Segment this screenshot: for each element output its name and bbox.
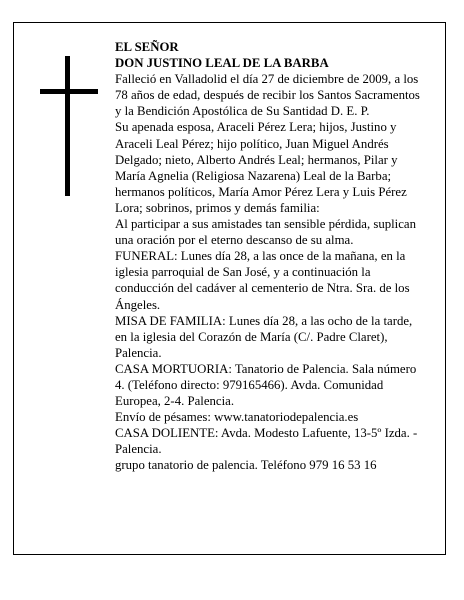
funeral-group-phone: grupo tanatorio de palencia. Teléfono 979 16 53 16 xyxy=(115,458,377,473)
family-mass-info: MISA DE FAMILIA: Lunes día 28, a las ocho de la tarde, en la iglesia del Corazón de María (C/. Padre Claret), Palencia. xyxy=(115,313,413,360)
cross-icon xyxy=(40,56,98,196)
family-list: Su apenada esposa, Araceli Pérez Lera; hijos, Justino y Araceli Leal Pérez; hijo político, Juan Miguel Andrés Delgado; nieto, Alberto Andrés Leal; hermanos, Pilar y María Agnelia (Religiosa Nazarena) Leal de la Barba; hermanos políticos, María Amor Pérez Lera y Luis Pérez Lora; sobrinos, primos y demás familia: xyxy=(115,120,407,215)
funeral-home-info: CASA MORTUORIA: Tanatorio de Palencia. Sala número 4. (Teléfono directo: 979165466). Avda. Comunidad Europea, 2-4. Palencia. xyxy=(115,361,417,409)
prayer-request: Al participar a sus amistades tan sensible pérdida, suplican una oración por el eterno descanso de su alma. xyxy=(115,217,416,248)
cross-horizontal-bar xyxy=(40,89,98,94)
deceased-name: DON JUSTINO LEAL DE LA BARBA xyxy=(115,56,329,71)
family-home-address: CASA DOLIENTE: Avda. Modesto Lafuente, 13-5º Izda. - Palencia. xyxy=(115,426,418,457)
death-announcement: Falleció en Valladolid el día 27 de diciembre de 2009, a los 78 años de edad, después de recibir los Santos Sacramentos y la Bendición Apostólica de Su Santidad D. E. P. xyxy=(115,72,420,119)
notice-title: EL SEÑOR xyxy=(115,40,179,54)
condolences-website: Envío de pésames: www.tanatoriodepalencia.es xyxy=(115,410,359,425)
funeral-info: FUNERAL: Lunes día 28, a las once de la mañana, en la iglesia parroquial de San José, y a continuación la conducción del cadáver al cementerio de Ntra. Sra. de los Ángeles. xyxy=(115,249,410,312)
cross-vertical-bar xyxy=(65,56,70,196)
notice-text xyxy=(115,39,425,474)
